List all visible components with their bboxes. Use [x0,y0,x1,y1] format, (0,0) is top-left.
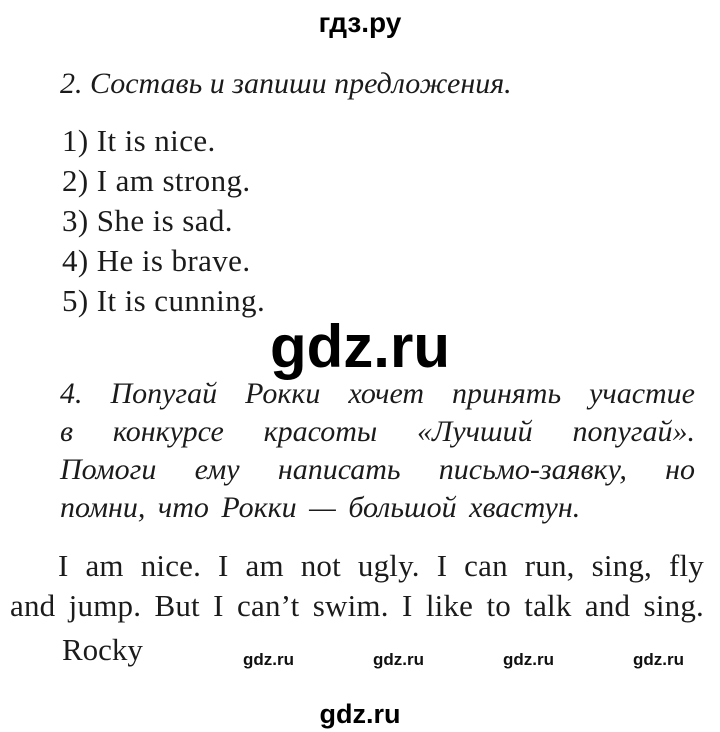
site-logo-header[interactable]: гдз.ру [318,7,402,38]
signature-row [0,630,720,670]
answer-line-1: I am nice. I am not ugly. I can run, sing, fly [58,547,704,583]
signature: Rocky [62,631,143,667]
watermark-small-2: gdz.ru [373,649,424,669]
task-line-3: Помоги ему написать письмо-заявку, но [60,452,695,486]
exercise2-heading: 2. Составь и запиши предложения. [60,66,512,100]
answer-line-2: and jump. But I can’t swim. I like to talk and sing. [10,587,704,623]
answer-item-5: 5) It is cunning. [62,282,266,318]
answer-item-2: 2) I am strong. [62,162,251,198]
watermark-small-4: gdz.ru [633,649,684,669]
answer-item-1: 1) It is nice. [62,122,216,158]
site-footer [0,700,720,730]
task-line-4: помни, что Рокки — большой хвастун. [60,490,581,524]
answer-item-4: 4) He is brave. [62,242,251,278]
task-line-1: 4. Попугай Рокки хочет принять участие [60,376,695,410]
exercise2-answer-list [62,121,695,321]
watermark-small-1: gdz.ru [243,649,294,669]
answer-item-3: 3) She is sad. [62,202,233,238]
site-logo-footer[interactable]: gdz.ru [319,698,401,729]
document-scan [0,65,720,670]
watermark-small-3: gdz.ru [503,649,554,669]
exercise4-answer [10,546,704,626]
watermark-large: gdz.ru [270,312,450,380]
site-header [0,0,720,39]
exercise4-task [60,375,695,527]
task-line-2: в конкурсе красоты «Лучший попугай». [60,414,695,448]
